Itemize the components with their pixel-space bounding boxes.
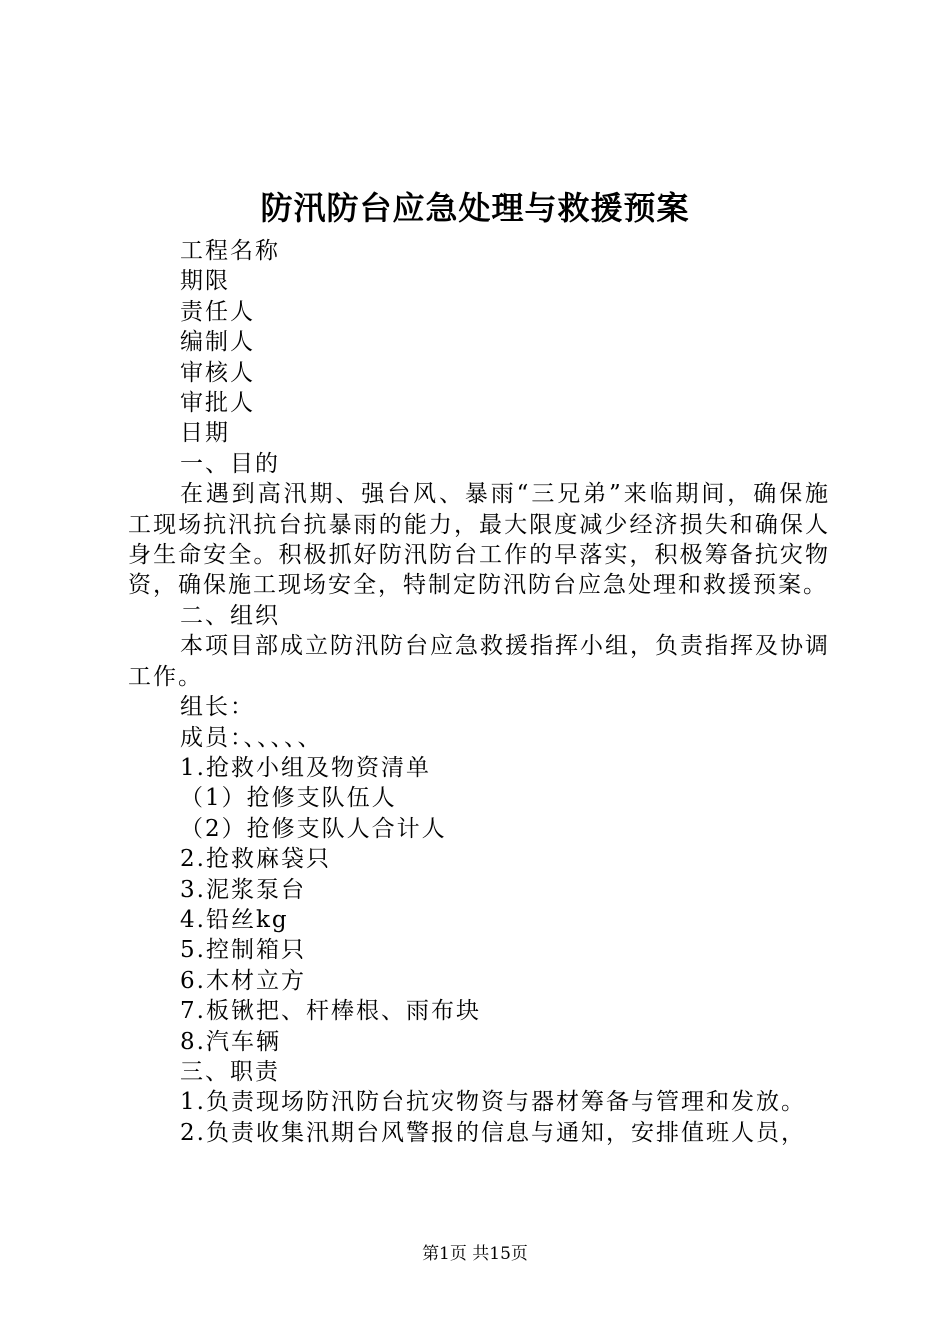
list-item: 5.控制箱只: [180, 937, 306, 964]
field-author: 编制人: [180, 329, 255, 356]
list-item: 3.泥浆泵台: [180, 876, 306, 903]
page-footer: 第1页 共15页: [422, 1244, 528, 1264]
section-heading-duties: 三、职责: [180, 1058, 280, 1085]
field-reviewer: 审核人: [180, 359, 255, 386]
document-body: [128, 236, 830, 1148]
document-title: 防汛防台应急处理与救援预案: [260, 189, 690, 227]
field-approver: 审批人: [180, 390, 255, 417]
field-period: 期限: [180, 268, 230, 295]
field-responsible-person: 责任人: [180, 298, 255, 325]
list-item: 7.板锹把、杆棒根、雨布块: [180, 998, 481, 1025]
list-item: 8.汽车辆: [180, 1028, 281, 1055]
paragraph-organization: 本项目部成立防汛防台应急救援指挥小组，负责指挥及协调工作。: [128, 633, 830, 690]
list-item: （1）抢修支队伍人: [180, 785, 397, 812]
section-heading-organization: 二、组织: [180, 602, 280, 629]
list-item: 6.木材立方: [180, 967, 306, 994]
list-item: 2.抢救麻袋只: [180, 846, 331, 873]
list-item: （2）抢修支队人合计人: [180, 815, 447, 842]
org-members: 成员：、、、、、: [180, 724, 323, 751]
field-project-name: 工程名称: [180, 238, 280, 264]
paragraph-purpose: 在遇到高汛期、强台风、暴雨“三兄弟”来临期间，确保施工现场抗汛抗台抗暴雨的能力，最大限度减少经济损失和确保人身生命安全。积极抓好防汛防台工作的早落实，积极筹备抗灾物资，确保施工现场安全，特制定防汛防台应急处理和救援预案。: [128, 481, 830, 599]
list-item: 4.铅丝kg: [180, 906, 289, 933]
org-leader: 组长：: [180, 694, 255, 721]
list-item: 1.抢救小组及物资清单: [180, 754, 431, 781]
list-item: 2.负责收集汛期台风警报的信息与通知，安排值班人员，: [180, 1119, 806, 1146]
list-item: 1.负责现场防汛防台抗灾物资与器材筹备与管理和发放。: [180, 1089, 806, 1116]
section-heading-purpose: 一、目的: [180, 450, 280, 477]
field-date: 日期: [180, 420, 230, 447]
